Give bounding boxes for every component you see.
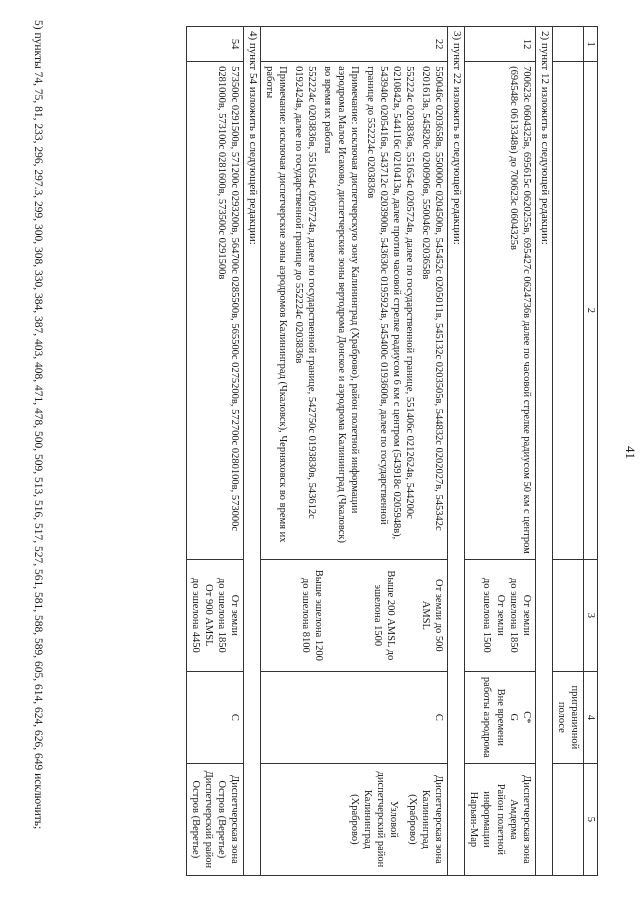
table-row (260, 27, 448, 876)
column-number-row (583, 27, 597, 876)
boundary-description: 573500с 0291500в, 571200с 0293200в, 564700с 0285500в, 565500с 0275200в, 572700с 0280100в, 573000с 0281000в, 573100с 0281600в, 573500с 0291500в (186, 62, 244, 560)
airspace-table (186, 26, 598, 876)
boundary-description: 550046с 0203658в, 550000с 0204500в, 545452с 0205011в, 545132с 0203505в, 544832с 0202027в, 545342с 0201613в, 545820с 0200906в, 550046с 0203658в 552224с 0203836в, 551654с 0205724в, далее по государственной границе, 551406с 0212624в, 544200с 0210842в, 544116с 0210413в, далее против часовой стрелке радиусом 6 км с центром (543918с 0205948в), 543940с 0205416в, 543712с 0203900в, 543630с 0195924в, 545400с 0193600в, далее по государственной границе до 552224с 0203836в Примечание: исключая диспетчерскую зону Калининград (Храброво), район полетной информации аэродрома Малое Исаково, диспетчерские зоны вертодрома Донское и аэродрома Калининград (Чкаловск) во время их работы 552224с 0203836в, 551654с 0205724в, далее по государственной границе, 542750с 0193830в, 543612с 0192424в, далее по государственной границе до 552224с 0203836в Примечание: исключая диспетчерские зоны аэродромов Калининград (Чкаловск), Черняховск во время их работы (260, 62, 448, 560)
unit-name: Диспетчерская зона Остров (Веретье) Диспетчерский район Остров (Веретье) (186, 763, 244, 875)
table-row (186, 27, 244, 876)
footer-paragraph: 5) пункты 74, 75, 81, 233, 296, 297.3, 299, 300, 308, 330, 384, 387, 403, 408, 471, 478, 500, 509, 513, 516, 517, 527, 561, 581, 588, 589, 605, 614, 624, 626, 649 исключить; (32, 20, 44, 830)
section-heading-row (448, 27, 465, 876)
row-number: 54 (186, 27, 244, 62)
airspace-class: C (260, 671, 448, 763)
altitude-limits: От земли до эшелона 1850 От земли до эшелона 1500 (465, 559, 536, 671)
cell-text: приграничной полосе (552, 671, 583, 763)
row-number: 22 (260, 27, 448, 62)
col-header-3: 3 (583, 559, 597, 671)
airspace-class: C* G Вне времени работы аэродрома (465, 671, 536, 763)
row-number: 12 (465, 27, 536, 62)
boundary-description: 700623с 0604325в, 695615с 0620255в, 695427с 0624736в далее по часовой стрелке радиусом 50 км с центром (694548с 0613348в) до 700623с 0604325в (465, 62, 536, 560)
section-heading: 3) пункт 22 изложить в следующей редакции: (448, 27, 465, 876)
col-header-5: 5 (583, 763, 597, 875)
unit-name: Диспетчерская зона Калининград (Храброво) Узловой диспетчерский район Калининград (Храброво) (260, 763, 448, 875)
section-heading: 2) пункт 12 изложить в следующей редакции: (535, 27, 552, 876)
section-heading-row (244, 27, 261, 876)
airspace-class: C (186, 671, 244, 763)
table-row (465, 27, 536, 876)
altitude-limits: От земли до эшелона 1850 От 900 AMSL до эшелона 4450 (186, 559, 244, 671)
col-header-2: 2 (583, 62, 597, 560)
col-header-1: 1 (583, 27, 597, 62)
altitude-limits: От земли до 500 AMSL Выше 200 AMSL до эшелона 1500 Выше эшелона 1200 до эшелона 8100 (260, 559, 448, 671)
page-number: 41 (623, 446, 638, 459)
col-header-4: 4 (583, 671, 597, 763)
section-heading-row (535, 27, 552, 876)
section-heading: 4) пункт 54 изложить в следующей редакции: (244, 27, 261, 876)
table-row (552, 27, 583, 876)
unit-name: Диспетчерская зона Амдерма Район полетной информации Нарьян-Мар (465, 763, 536, 875)
